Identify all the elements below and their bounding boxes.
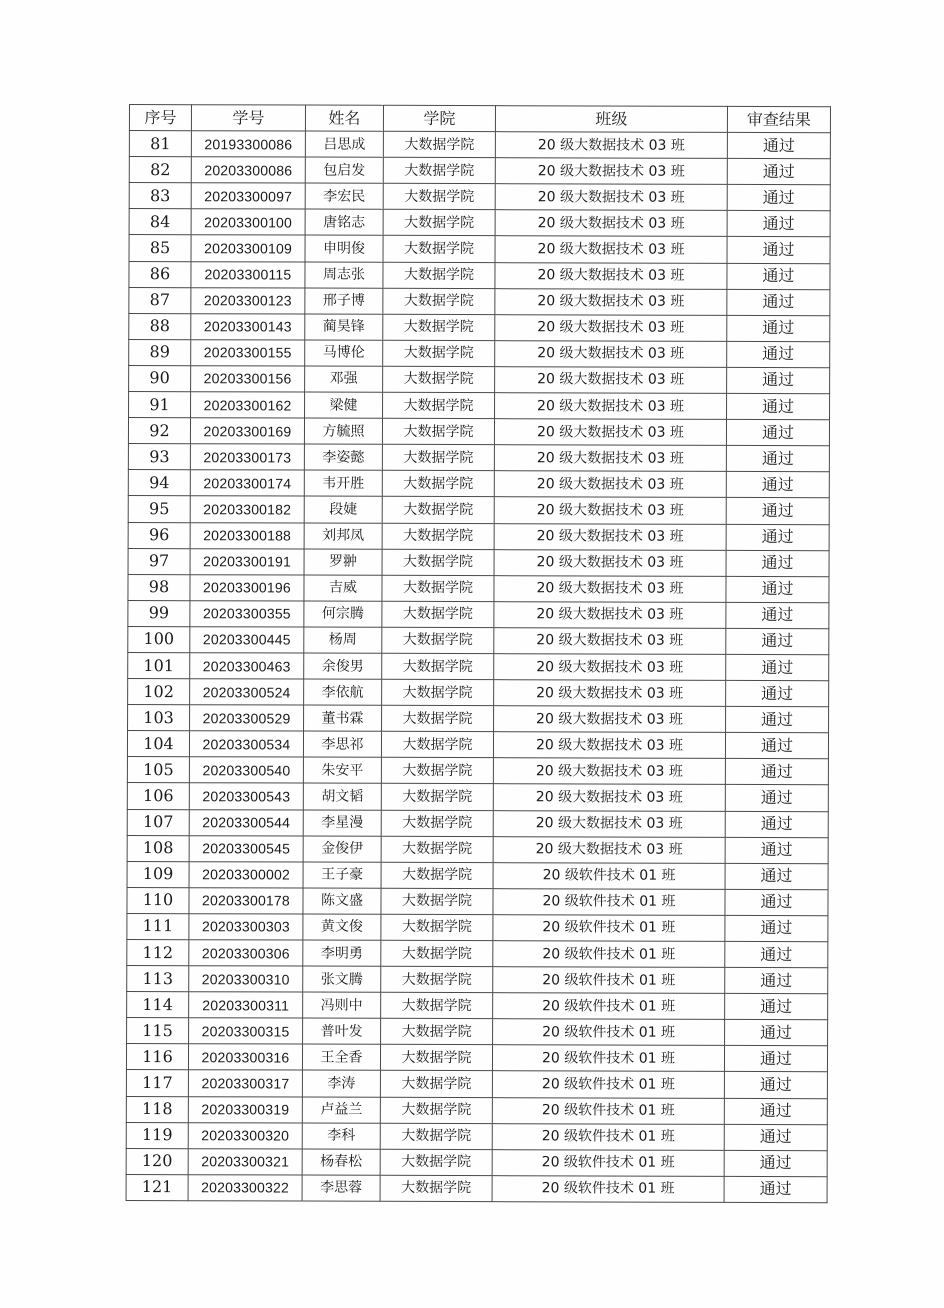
cell-student-id: 20203300319 [188,1096,302,1122]
cell-college: 大数据学院 [382,653,494,679]
cell-name: 何宗腾 [304,601,382,627]
cell-class: 20 级大数据技术 03 班 [495,210,727,237]
cell-index: 107 [127,809,189,835]
table-row [129,339,830,367]
table-row [129,313,830,341]
cell-name: 包启发 [305,157,383,183]
table-row [128,679,829,707]
cell-index: 101 [128,652,190,678]
cell-class: 20 级大数据技术 03 班 [493,784,725,811]
header-class: 班级 [495,106,727,133]
table-row [128,444,829,472]
cell-college: 大数据学院 [382,575,494,601]
table-row [127,861,828,889]
cell-college: 大数据学院 [382,471,494,497]
cell-review-result: 通过 [725,759,828,785]
cell-review-result: 通过 [725,889,828,915]
cell-college: 大数据学院 [383,288,495,314]
review-results-table-wrapper [126,104,831,1203]
cell-index: 120 [126,1148,188,1174]
cell-college: 大数据学院 [380,1045,492,1071]
cell-name: 金俊伊 [303,836,381,862]
table-row [129,365,830,393]
cell-index: 89 [129,339,191,365]
cell-name: 韦开胜 [304,470,382,496]
cell-review-result: 通过 [724,1046,827,1072]
cell-student-id: 20203300306 [189,940,303,966]
cell-review-result: 通过 [726,550,829,576]
cell-college: 大数据学院 [383,262,495,288]
cell-college: 大数据学院 [381,1019,493,1045]
cell-index: 121 [126,1174,188,1200]
cell-student-id: 20203300316 [188,1044,302,1070]
cell-student-id: 20203300169 [190,418,304,444]
cell-name: 李思祁 [303,731,381,757]
cell-review-result: 通过 [725,967,828,993]
header-name: 姓名 [305,105,383,131]
cell-college: 大数据学院 [383,210,495,236]
cell-class: 20 级大数据技术 03 班 [494,680,726,707]
cell-name: 刘邦凤 [304,523,382,549]
cell-student-id: 20203300143 [191,313,305,339]
cell-student-id: 20203300100 [191,209,305,235]
cell-college: 大数据学院 [381,862,493,888]
cell-name: 唐铭志 [305,209,383,235]
cell-student-id: 20203300115 [191,261,305,287]
cell-college: 大数据学院 [382,497,494,523]
cell-class: 20 级软件技术 01 班 [492,1045,724,1072]
table-row [128,470,829,498]
cell-class: 20 级软件技术 01 班 [493,1019,725,1046]
cell-review-result: 通过 [725,994,828,1020]
cell-class: 20 级大数据技术 03 班 [494,523,726,550]
cell-review-result: 通过 [726,628,829,654]
header-review-result: 审查结果 [727,106,830,132]
table-header-row [129,105,830,133]
cell-review-result: 通过 [726,680,829,706]
cell-class: 20 级大数据技术 03 班 [494,628,726,655]
cell-review-result: 通过 [726,446,829,472]
cell-student-id: 20203300524 [190,679,304,705]
cell-student-id: 20203300191 [190,548,304,574]
table-row [128,574,829,602]
cell-name: 王全香 [302,1044,380,1070]
cell-name: 杨春松 [302,1149,380,1175]
cell-name: 冯则中 [303,992,381,1018]
cell-review-result: 通过 [726,498,829,524]
cell-review-result: 通过 [726,602,829,628]
cell-student-id: 20203300303 [189,914,303,940]
table-row [126,1122,827,1150]
cell-student-id: 20203300097 [191,183,305,209]
table-row [127,731,828,759]
table-row [128,705,829,733]
cell-review-result: 通过 [727,341,830,367]
table-row [129,183,830,211]
table-row [128,626,829,654]
table-row [128,548,829,576]
cell-class: 20 级大数据技术 03 班 [494,497,726,524]
cell-review-result: 通过 [727,132,830,158]
cell-index: 93 [128,444,190,470]
cell-index: 100 [128,626,190,652]
cell-class: 20 级大数据技术 03 班 [495,132,727,159]
header-student-id: 学号 [191,105,305,131]
cell-college: 大数据学院 [381,940,493,966]
cell-review-result: 通过 [727,367,830,393]
cell-index: 102 [128,679,190,705]
cell-student-id: 20203300545 [189,835,303,861]
cell-name: 胡文韬 [303,783,381,809]
cell-index: 114 [127,992,189,1018]
cell-name: 李星漫 [303,810,381,836]
cell-student-id: 20203300540 [189,757,303,783]
cell-name: 邓强 [305,366,383,392]
cell-college: 大数据学院 [382,705,494,731]
table-row [128,522,829,550]
cell-class: 20 级软件技术 01 班 [493,941,725,968]
cell-college: 大数据学院 [381,784,493,810]
cell-index: 86 [129,261,191,287]
cell-name: 余俊男 [304,653,382,679]
cell-student-id: 20203300320 [188,1122,302,1148]
cell-review-result: 通过 [726,524,829,550]
review-results-table [126,104,831,1203]
cell-college: 大数据学院 [381,836,493,862]
cell-class: 20 级大数据技术 03 班 [494,445,726,472]
cell-name: 周志张 [305,262,383,288]
cell-college: 大数据学院 [383,184,495,210]
cell-review-result: 通过 [724,1072,827,1098]
cell-class: 20 级大数据技术 03 班 [494,549,726,576]
cell-student-id: 20203300196 [190,574,304,600]
cell-index: 119 [126,1122,188,1148]
cell-student-id: 20203300543 [189,783,303,809]
cell-name: 李涛 [302,1071,380,1097]
cell-college: 大数据学院 [383,131,495,157]
cell-student-id: 20203300155 [191,340,305,366]
table-row [129,209,830,237]
cell-index: 110 [127,887,189,913]
table-row [129,131,830,159]
cell-student-id: 20193300086 [191,131,305,157]
cell-index: 117 [126,1070,188,1096]
cell-review-result: 通过 [726,707,829,733]
cell-class: 20 级大数据技术 03 班 [495,236,727,263]
table-row [126,1096,827,1124]
table-row [127,887,828,915]
cell-student-id: 20203300463 [190,653,304,679]
cell-review-result: 通过 [727,211,830,237]
cell-index: 116 [126,1044,188,1070]
cell-college: 大数据学院 [383,236,495,262]
table-row [127,835,828,863]
header-college: 学院 [383,105,495,131]
cell-index: 96 [128,522,190,548]
cell-review-result: 通过 [726,654,829,680]
cell-student-id: 20203300310 [189,966,303,992]
cell-student-id: 20203300174 [190,470,304,496]
table-row [129,157,830,185]
table-row [127,1018,828,1046]
cell-student-id: 20203300178 [189,888,303,914]
cell-student-id: 20203300123 [191,287,305,313]
cell-college: 大数据学院 [382,523,494,549]
cell-index: 113 [127,966,189,992]
cell-student-id: 20203300311 [189,992,303,1018]
cell-index: 112 [127,939,189,965]
table-row [129,261,830,289]
table-row [126,1044,827,1072]
cell-student-id: 20203300322 [188,1175,302,1201]
cell-name: 李科 [302,1123,380,1149]
cell-class: 20 级大数据技术 03 班 [495,367,727,394]
cell-index: 98 [128,574,190,600]
cell-college: 大数据学院 [381,758,493,784]
cell-student-id: 20203300182 [190,496,304,522]
cell-college: 大数据学院 [380,1175,492,1201]
cell-student-id: 20203300173 [190,444,304,470]
cell-review-result: 通过 [727,289,830,315]
cell-class: 20 级软件技术 01 班 [493,915,725,942]
cell-class: 20 级软件技术 01 班 [493,888,725,915]
table-row [126,1174,827,1202]
cell-name: 卢益兰 [302,1097,380,1123]
cell-name: 吕思成 [305,131,383,157]
cell-class: 20 级大数据技术 03 班 [493,810,725,837]
cell-review-result: 通过 [724,1176,827,1202]
table-row [126,1148,827,1176]
cell-name: 申明俊 [305,236,383,262]
cell-index: 111 [127,913,189,939]
cell-student-id: 20203300544 [189,809,303,835]
cell-name: 普叶发 [303,1018,381,1044]
cell-review-result: 通过 [726,420,829,446]
cell-review-result: 通过 [727,237,830,263]
cell-review-result: 通过 [725,863,828,889]
cell-review-result: 通过 [726,472,829,498]
table-row [126,1070,827,1098]
cell-name: 吉威 [304,575,382,601]
cell-college: 大数据学院 [383,340,495,366]
table-body [126,131,830,1203]
cell-review-result: 通过 [725,1020,828,1046]
cell-review-result: 通过 [727,393,830,419]
cell-index: 92 [128,418,190,444]
cell-college: 大数据学院 [382,679,494,705]
table-row [127,757,828,785]
cell-review-result: 通过 [727,315,830,341]
cell-review-result: 通过 [727,185,830,211]
cell-name: 方毓照 [304,418,382,444]
header-index: 序号 [129,105,191,131]
cell-class: 20 级大数据技术 03 班 [494,575,726,602]
cell-college: 大数据学院 [380,1149,492,1175]
cell-index: 82 [129,157,191,183]
cell-review-result: 通过 [725,785,828,811]
cell-college: 大数据学院 [383,366,495,392]
cell-name: 梁健 [305,392,383,418]
cell-class: 20 级大数据技术 03 班 [495,314,727,341]
cell-student-id: 20203300188 [190,522,304,548]
cell-student-id: 20203300355 [190,600,304,626]
cell-college: 大数据学院 [380,1123,492,1149]
cell-index: 87 [129,287,191,313]
cell-student-id: 20203300086 [191,157,305,183]
table-row [129,235,830,263]
cell-student-id: 20203300162 [191,392,305,418]
cell-index: 97 [128,548,190,574]
cell-college: 大数据学院 [381,732,493,758]
cell-name: 董书霖 [304,705,382,731]
cell-student-id: 20203300002 [189,861,303,887]
table-row [127,913,828,941]
cell-student-id: 20203300529 [190,705,304,731]
cell-college: 大数据学院 [381,914,493,940]
table-row [128,418,829,446]
cell-college: 大数据学院 [381,992,493,1018]
cell-name: 朱安平 [303,757,381,783]
cell-college: 大数据学院 [383,392,495,418]
cell-college: 大数据学院 [383,157,495,183]
cell-class: 20 级软件技术 01 班 [492,1175,724,1202]
cell-index: 91 [129,392,191,418]
cell-college: 大数据学院 [380,1097,492,1123]
cell-review-result: 通过 [724,1150,827,1176]
cell-class: 20 级大数据技术 03 班 [495,340,727,367]
cell-name: 罗翀 [304,549,382,575]
cell-class: 20 级软件技术 01 班 [492,1071,724,1098]
cell-class: 20 级软件技术 01 班 [493,967,725,994]
cell-class: 20 级软件技术 01 班 [492,1149,724,1176]
cell-class: 20 级大数据技术 03 班 [495,158,727,185]
table-row [129,392,830,420]
cell-index: 118 [126,1096,188,1122]
cell-class: 20 级大数据技术 03 班 [494,471,726,498]
cell-name: 杨周 [304,627,382,653]
cell-student-id: 20203300109 [191,235,305,261]
cell-college: 大数据学院 [381,888,493,914]
cell-class: 20 级大数据技术 03 班 [493,732,725,759]
cell-index: 105 [127,757,189,783]
cell-name: 邢子博 [305,288,383,314]
cell-class: 20 级大数据技术 03 班 [493,836,725,863]
cell-name: 王子豪 [303,862,381,888]
cell-class: 20 级大数据技术 03 班 [494,654,726,681]
cell-class: 20 级软件技术 01 班 [492,1097,724,1124]
cell-class: 20 级大数据技术 03 班 [494,706,726,733]
cell-class: 20 级大数据技术 03 班 [494,419,726,446]
cell-college: 大数据学院 [382,627,494,653]
cell-college: 大数据学院 [382,601,494,627]
cell-review-result: 通过 [724,1124,827,1150]
cell-review-result: 通过 [726,576,829,602]
cell-index: 104 [127,731,189,757]
table-row [128,600,829,628]
table-row [127,992,828,1020]
cell-college: 大数据学院 [380,1071,492,1097]
cell-name: 黄文俊 [303,914,381,940]
cell-review-result: 通过 [725,941,828,967]
table-row [128,496,829,524]
table-row [127,939,828,967]
cell-class: 20 级大数据技术 03 班 [495,262,727,289]
cell-index: 85 [129,235,191,261]
cell-student-id: 20203300315 [189,1018,303,1044]
cell-index: 88 [129,313,191,339]
cell-review-result: 通过 [727,159,830,185]
cell-index: 103 [128,705,190,731]
cell-class: 20 级软件技术 01 班 [492,1123,724,1150]
cell-name: 李依航 [304,679,382,705]
cell-index: 83 [129,183,191,209]
cell-index: 106 [127,783,189,809]
table-row [127,966,828,994]
cell-college: 大数据学院 [382,445,494,471]
cell-index: 109 [127,861,189,887]
cell-student-id: 20203300445 [190,627,304,653]
table-row [127,783,828,811]
cell-student-id: 20203300317 [188,1070,302,1096]
cell-name: 李明勇 [303,940,381,966]
cell-index: 95 [128,496,190,522]
cell-name: 蔺昊锋 [305,314,383,340]
cell-index: 81 [129,131,191,157]
cell-name: 段婕 [304,496,382,522]
cell-student-id: 20203300156 [191,366,305,392]
cell-review-result: 通过 [725,915,828,941]
cell-name: 李思蓉 [302,1175,380,1201]
cell-student-id: 20203300534 [189,731,303,757]
cell-review-result: 通过 [727,263,830,289]
cell-college: 大数据学院 [383,314,495,340]
cell-review-result: 通过 [725,837,828,863]
cell-review-result: 通过 [725,811,828,837]
table-row [127,809,828,837]
cell-class: 20 级大数据技术 03 班 [495,288,727,315]
cell-name: 马博伦 [305,340,383,366]
cell-class: 20 级大数据技术 03 班 [495,393,727,420]
cell-index: 108 [127,835,189,861]
cell-college: 大数据学院 [382,549,494,575]
cell-college: 大数据学院 [381,966,493,992]
table-row [128,652,829,680]
cell-student-id: 20203300321 [188,1148,302,1174]
cell-class: 20 级软件技术 01 班 [493,862,725,889]
cell-review-result: 通过 [725,733,828,759]
cell-index: 99 [128,600,190,626]
cell-class: 20 级大数据技术 03 班 [495,184,727,211]
cell-index: 94 [128,470,190,496]
cell-class: 20 级大数据技术 03 班 [493,758,725,785]
cell-name: 李姿懿 [304,444,382,470]
cell-index: 90 [129,365,191,391]
cell-class: 20 级大数据技术 03 班 [494,601,726,628]
cell-name: 李宏民 [305,183,383,209]
cell-college: 大数据学院 [381,810,493,836]
cell-index: 84 [129,209,191,235]
cell-college: 大数据学院 [382,418,494,444]
cell-class: 20 级软件技术 01 班 [493,993,725,1020]
table-row [129,287,830,315]
cell-name: 陈文盛 [303,888,381,914]
cell-name: 张文腾 [303,966,381,992]
cell-index: 115 [127,1018,189,1044]
cell-review-result: 通过 [724,1098,827,1124]
